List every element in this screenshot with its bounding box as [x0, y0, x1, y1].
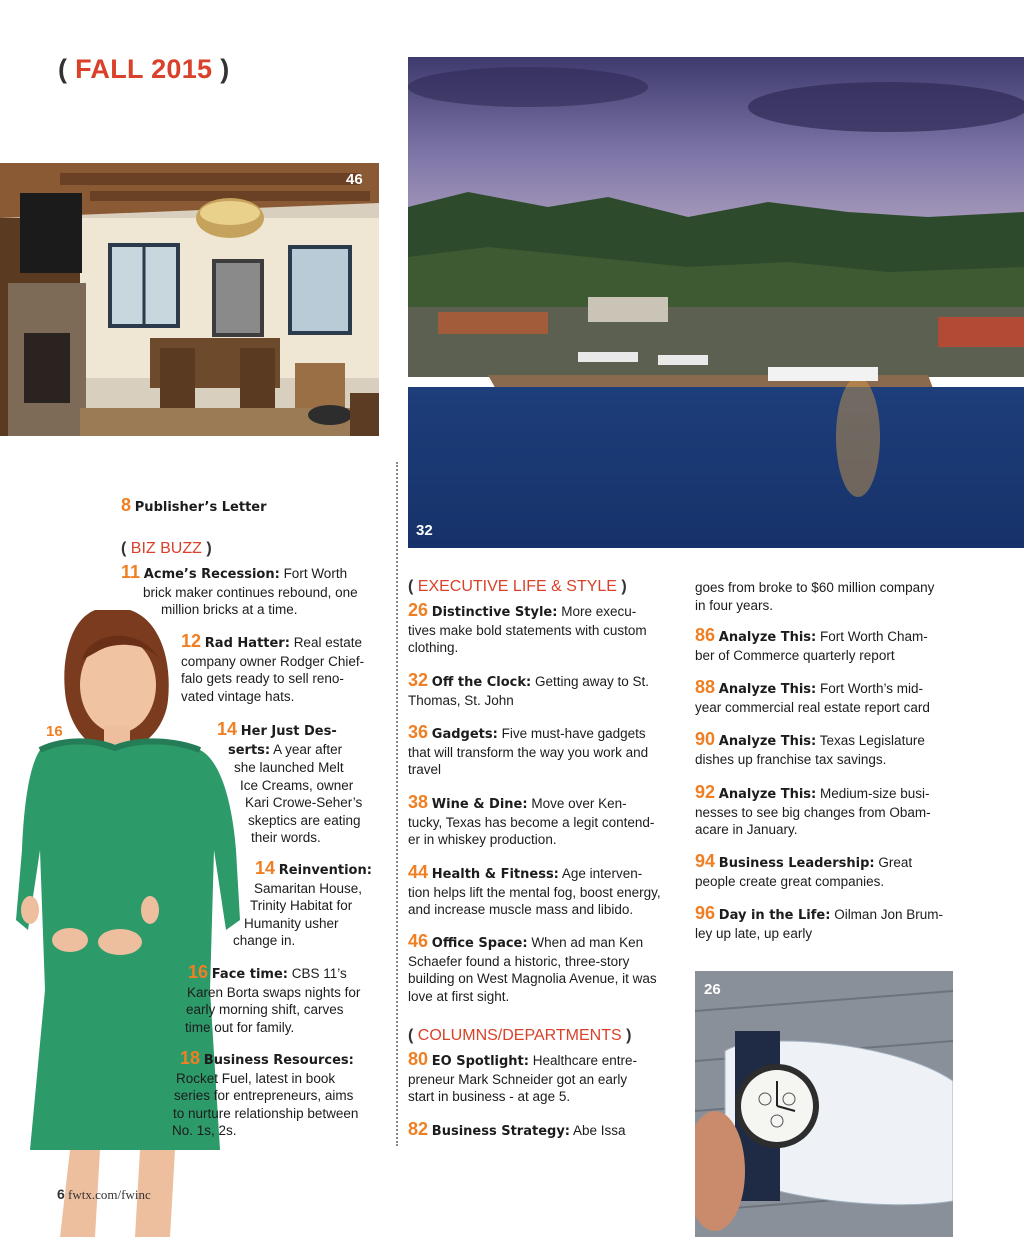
watch-page-number: 26: [704, 981, 721, 998]
toc-entry-96[interactable]: 96 Day in the Life: Oilman Jon Brum- ley up late, up early: [695, 903, 943, 941]
toc-entry-82[interactable]: 82 Business Strategy: Abe Issa: [408, 1119, 626, 1139]
office-image: [0, 163, 379, 436]
toc-entry-14-reinvention[interactable]: 14 Reinvention: Samaritan House, Trinity Habitat for Humanity usher change in.: [233, 858, 372, 948]
toc-entry-44[interactable]: 44 Health & Fitness: Age interven- tion helps lift the mental fog, boost energy, and increase muscle mass and libido.: [408, 862, 661, 917]
section-heading-executive: ( EXECUTIVE LIFE & STYLE ): [408, 578, 627, 595]
watch-photo[interactable]: [695, 971, 953, 1237]
toc-entry-94[interactable]: 94 Business Leadership: Great people create great companies.: [695, 851, 913, 889]
page-number: 6: [57, 1186, 65, 1202]
toc-entry-26[interactable]: 26 Distinctive Style: More execu- tives make bold statements with custom clothing.: [408, 600, 647, 655]
toc-entry-88[interactable]: 88 Analyze This: Fort Worth’s mid- year commercial real estate report card: [695, 677, 930, 715]
toc-entry-46[interactable]: 46 Office Space: When ad man Ken Schaefer found a historic, three-story building on West Magnolia Avenue, it was love at first sight.: [408, 931, 657, 1004]
watch-image: [695, 971, 953, 1237]
woman-page-number: 16: [46, 723, 63, 740]
toc-entry-92[interactable]: 92 Analyze This: Medium-size busi- nesses to see big changes from Obam- acare in January.: [695, 782, 931, 837]
toc-entry-80[interactable]: 80 EO Spotlight: Healthcare entre- preneur Mark Schneider got an early start in business - at age 5.: [408, 1049, 638, 1104]
harbor-photo[interactable]: [408, 57, 1024, 548]
toc-entry-14-desserts[interactable]: 14 Her Just Des- serts: A year after she launched Melt Ice Creams, owner Kari Crowe-Seher’s skeptics are eating their words.: [217, 719, 363, 845]
toc-entry-12[interactable]: 12 Rad Hatter: Real estate company owner Rodger Chief- falo gets ready to sell reno- vated vintage hats.: [181, 631, 365, 704]
column-separator: [396, 462, 398, 1146]
toc-entry-82-continued: goes from broke to $60 million company in four years.: [695, 580, 935, 613]
office-page-number: 46: [346, 171, 363, 188]
section-heading-columns: ( COLUMNS/DEPARTMENTS ): [408, 1027, 632, 1044]
toc-entry-11[interactable]: 11 Acme’s Recession: Fort Worth brick maker continues rebound, one million bricks at a time.: [121, 562, 358, 617]
harbor-page-number: 32: [416, 522, 433, 539]
toc-entry-38[interactable]: 38 Wine & Dine: Move over Ken- tucky, Texas has become a legit contend- er in whiskey production.: [408, 792, 655, 847]
toc-entry-16[interactable]: 16 Face time: CBS 11’s Karen Borta swaps nights for early morning shift, carves time out for family.: [185, 962, 361, 1035]
footer-url[interactable]: fwtx.com/fwinc: [68, 1187, 151, 1202]
office-photo[interactable]: [0, 163, 379, 436]
toc-entry-32[interactable]: 32 Off the Clock: Getting away to St. Thomas, St. John: [408, 670, 650, 708]
harbor-image: [408, 57, 1024, 548]
toc-entry-publisher[interactable]: 8 Publisher’s Letter: [121, 495, 267, 515]
toc-entry-90[interactable]: 90 Analyze This: Texas Legislature dishes up franchise tax savings.: [695, 729, 925, 767]
toc-entry-18[interactable]: 18 Business Resources: Rocket Fuel, latest in book series for entrepreneurs, aims to nurture relationship between No. 1s, 2s.: [172, 1048, 359, 1138]
toc-entry-36[interactable]: 36 Gadgets: Five must-have gadgets that will transform the way you work and travel: [408, 722, 649, 777]
season-label: FALL 2015: [75, 54, 213, 84]
toc-entry-86[interactable]: 86 Analyze This: Fort Worth Cham- ber of Commerce quarterly report: [695, 625, 928, 663]
issue-season-heading: ( FALL 2015 ): [58, 54, 230, 84]
page-footer: [57, 1186, 151, 1203]
section-heading-biz-buzz: ( BIZ BUZZ ): [121, 540, 212, 557]
